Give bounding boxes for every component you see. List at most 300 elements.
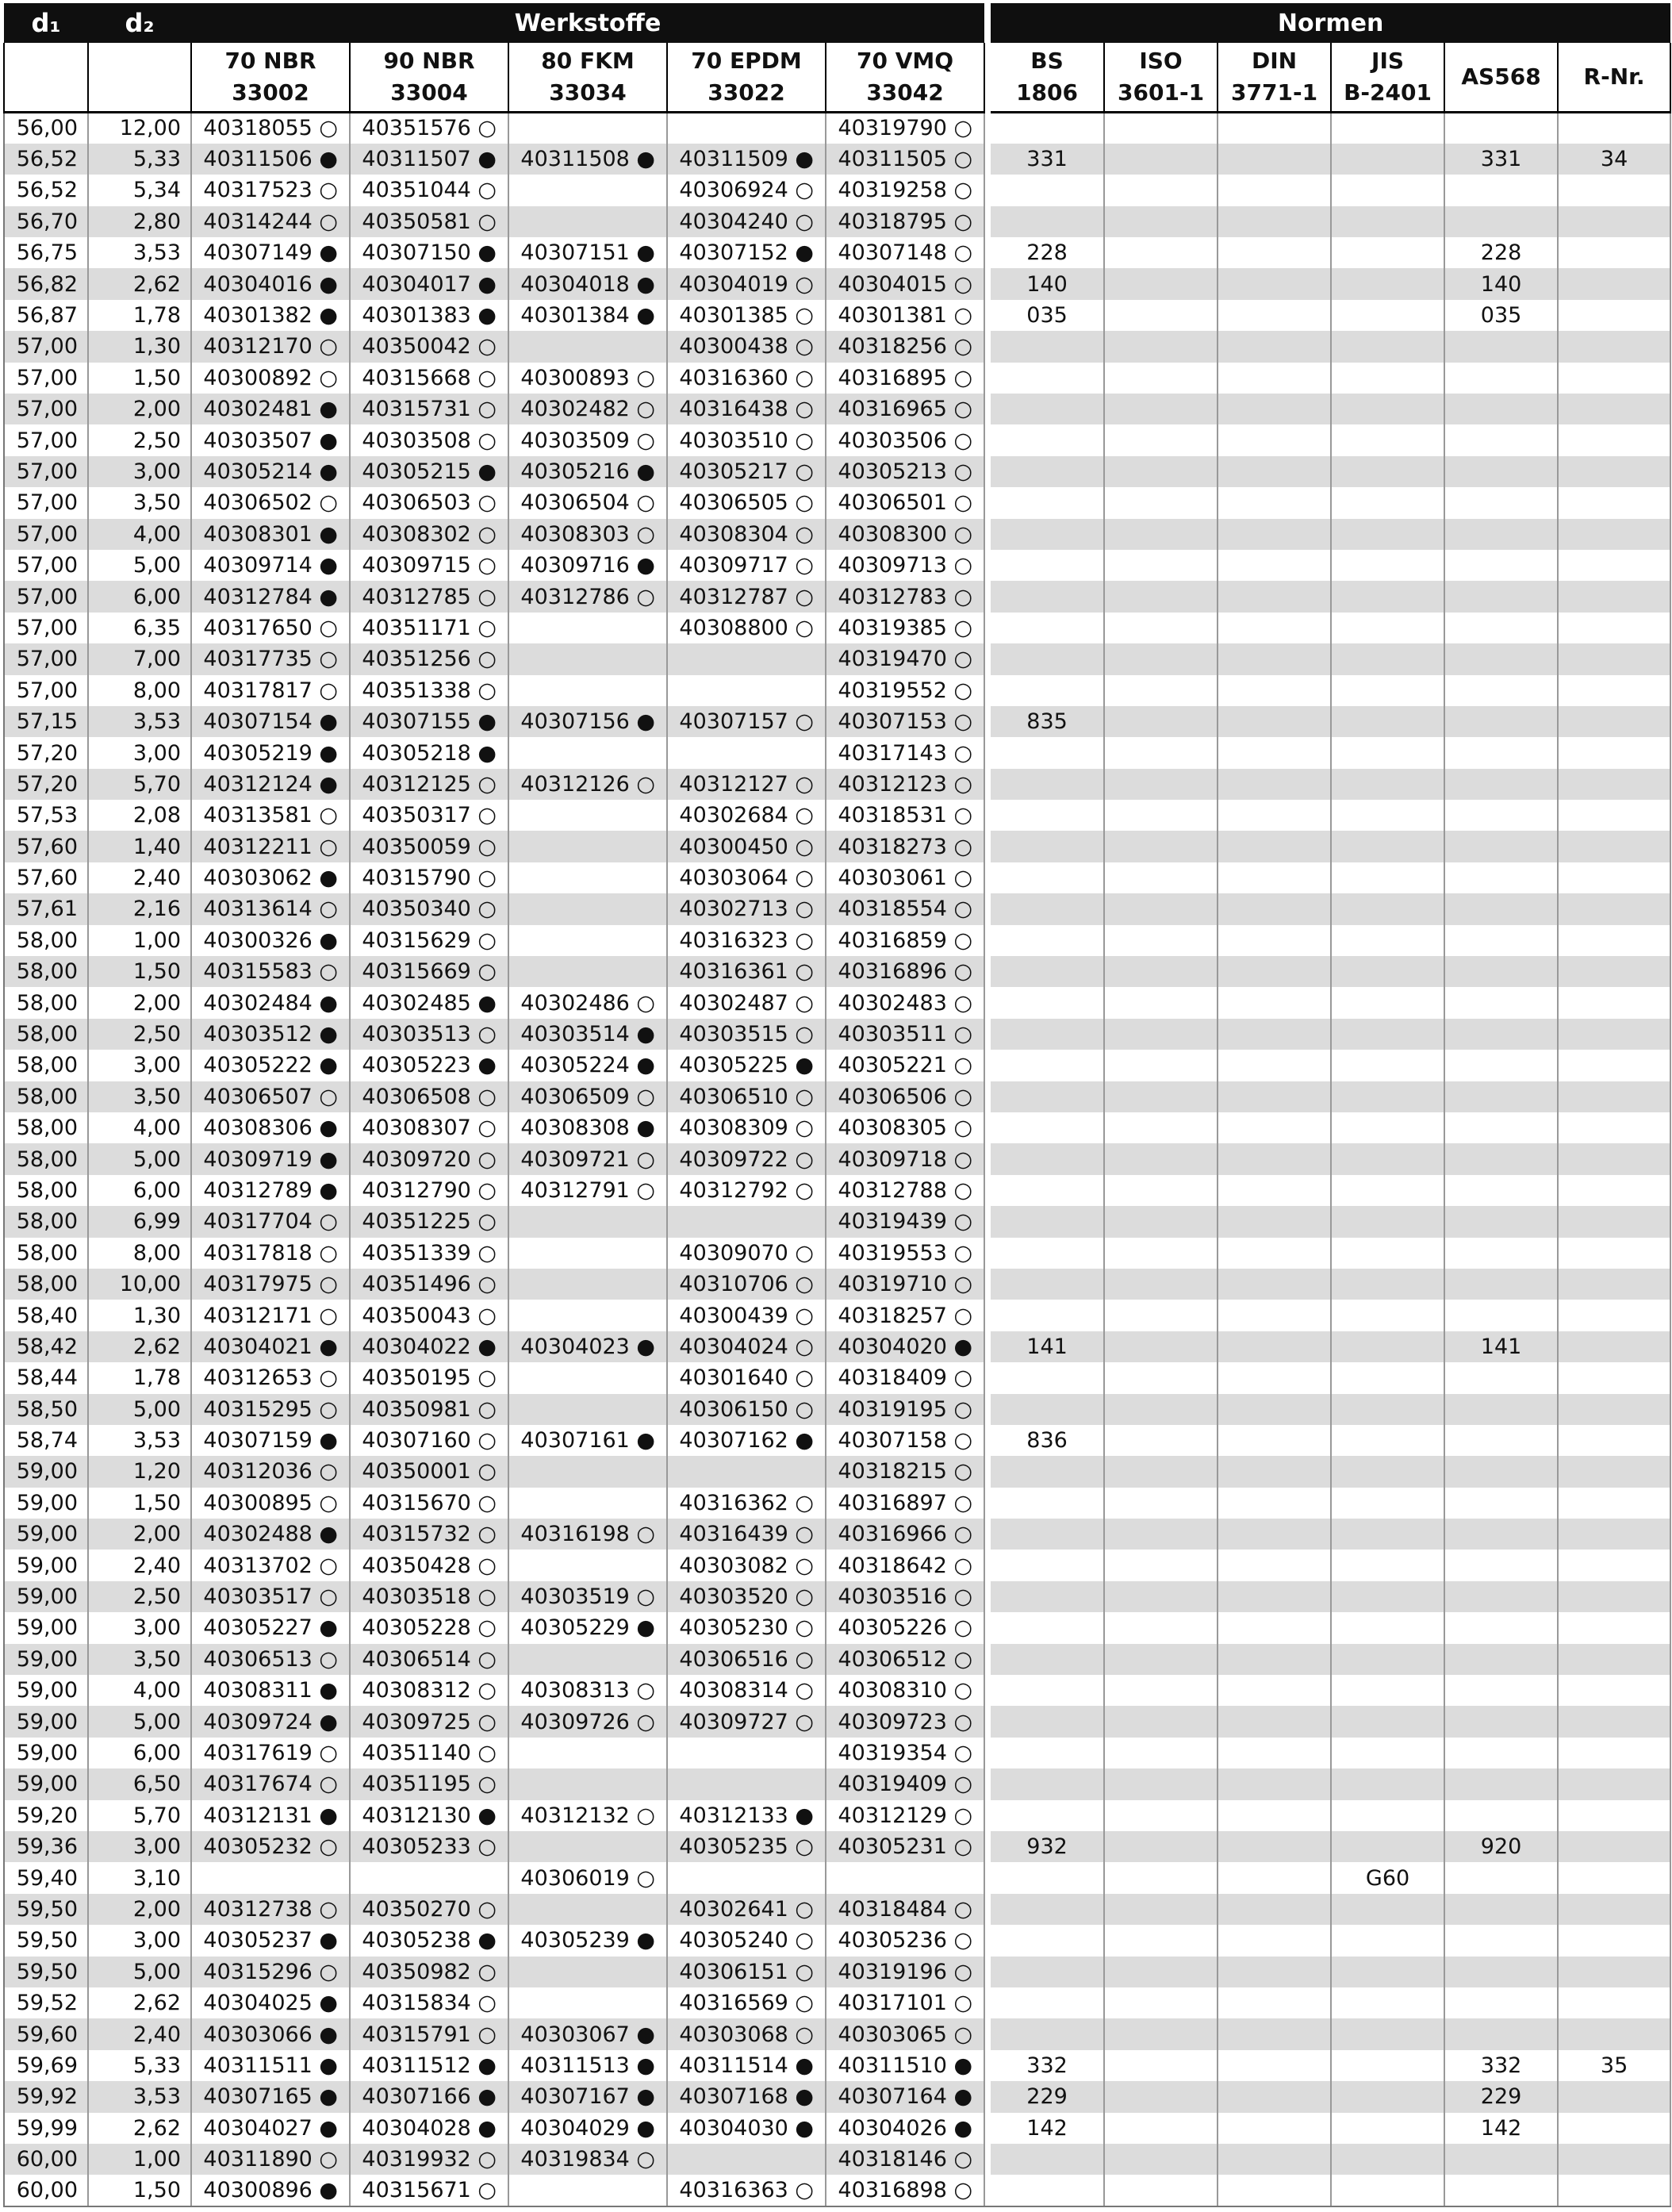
standard-cell	[1104, 987, 1218, 1018]
standard-cell	[1331, 1706, 1444, 1737]
article-number-cell: 40316896 ○	[826, 956, 984, 987]
standard-cell	[1558, 1143, 1670, 1174]
standard-cell	[991, 1019, 1104, 1050]
article-number-cell: 40303515 ○	[667, 1019, 826, 1050]
table-row	[4, 2081, 1670, 2112]
article-number-cell: 40319790 ○	[826, 113, 984, 144]
standard-cell	[1218, 1831, 1331, 1862]
article-number-cell: 40308312 ○	[350, 1675, 508, 1706]
d2-cell: 2,50	[88, 1581, 191, 1612]
article-number-cell: 40302483 ○	[826, 987, 984, 1018]
article-number-cell	[508, 206, 667, 237]
article-number-cell	[508, 1300, 667, 1331]
article-number-cell: 40350428 ○	[350, 1550, 508, 1580]
article-number-cell: 40303507 ●	[191, 424, 350, 455]
article-number-cell: 40315671 ○	[350, 2175, 508, 2206]
article-number-cell: 40316363 ○	[667, 2175, 826, 2206]
article-number-cell: 40303509 ○	[508, 424, 667, 455]
table-row	[4, 206, 1670, 237]
article-number-cell: 40306503 ○	[350, 487, 508, 518]
row-gap	[984, 2018, 991, 2049]
article-number-cell: 40306924 ○	[667, 175, 826, 205]
d2-cell: 1,78	[88, 300, 191, 331]
article-number-cell: 40315834 ○	[350, 1987, 508, 2018]
standard-cell	[1218, 2018, 1331, 2049]
article-number-cell: 40317619 ○	[191, 1738, 350, 1768]
row-gap	[984, 1488, 991, 1519]
d2-cell: 2,40	[88, 2018, 191, 2049]
standard-cell	[1104, 1019, 1218, 1050]
standard-cell	[1218, 831, 1331, 862]
standard-cell	[1444, 1081, 1558, 1112]
standard-cell	[1558, 1081, 1670, 1112]
standard-cell	[1218, 1238, 1331, 1269]
standard-cell	[1331, 831, 1444, 862]
standard-cell: 920	[1444, 1831, 1558, 1862]
standard-cell	[1218, 2144, 1331, 2175]
article-number-cell: 40300438 ○	[667, 331, 826, 362]
article-number-cell: 40307150 ●	[350, 237, 508, 268]
article-number-cell: 40303519 ○	[508, 1581, 667, 1612]
article-number-cell: 40304024 ○	[667, 1331, 826, 1362]
d1-cell: 58,00	[4, 1112, 88, 1143]
article-number-cell: 40304020 ●	[826, 1331, 984, 1362]
article-number-cell	[508, 1957, 667, 1987]
standard-cell	[1218, 1331, 1331, 1362]
standard-cell	[1331, 519, 1444, 550]
article-number-cell	[826, 1862, 984, 1893]
article-number-cell: 40312171 ○	[191, 1300, 350, 1331]
article-number-cell: 40350043 ○	[350, 1300, 508, 1331]
standard-cell	[1218, 2050, 1331, 2081]
article-number-cell: 40315790 ○	[350, 862, 508, 893]
table-row	[4, 1112, 1670, 1143]
d1-cell: 59,99	[4, 2113, 88, 2144]
article-number-cell	[508, 1394, 667, 1425]
table-row	[4, 1206, 1670, 1237]
article-number-cell	[667, 1206, 826, 1237]
article-number-cell: 40309715 ○	[350, 550, 508, 581]
standard-cell	[1558, 363, 1670, 394]
article-number-cell: 40304018 ●	[508, 268, 667, 299]
table-row	[4, 1269, 1670, 1300]
row-gap	[984, 519, 991, 550]
standard-cell	[991, 831, 1104, 862]
article-number-cell: 40308313 ○	[508, 1675, 667, 1706]
standard-cell	[1218, 2113, 1331, 2144]
d2-cell: 1,40	[88, 831, 191, 862]
standard-cell	[991, 1612, 1104, 1643]
article-number-cell: 40350059 ○	[350, 831, 508, 862]
article-number-cell: 40305235 ○	[667, 1831, 826, 1862]
standard-cell	[1331, 1425, 1444, 1456]
d1-subheader	[4, 43, 88, 113]
article-number-cell: 40304015 ○	[826, 268, 984, 299]
standard-cell	[1558, 456, 1670, 487]
standard-cell	[1444, 2175, 1558, 2206]
standard-cell	[1331, 144, 1444, 175]
standard-cell	[1218, 1019, 1331, 1050]
standard-cell	[1558, 550, 1670, 581]
article-number-cell: 40306150 ○	[667, 1394, 826, 1425]
table-row	[4, 737, 1670, 768]
standard-cell	[1104, 706, 1218, 737]
d1-cell: 57,00	[4, 424, 88, 455]
standard-cell	[1331, 487, 1444, 518]
d1-cell: 58,00	[4, 925, 88, 956]
article-number-cell: 40307149 ●	[191, 237, 350, 268]
standard-cell	[1444, 550, 1558, 581]
article-number-cell: 40305224 ●	[508, 1050, 667, 1081]
article-number-cell: 40309719 ●	[191, 1143, 350, 1174]
article-number-cell: 40315583 ○	[191, 956, 350, 987]
standard-cell	[1444, 1612, 1558, 1643]
standard-cell	[1558, 331, 1670, 362]
standard-cell	[1444, 581, 1558, 612]
standard-cell: 140	[1444, 268, 1558, 299]
standard-cell	[1218, 1175, 1331, 1206]
standard-cell	[1104, 331, 1218, 362]
article-number-cell	[508, 1206, 667, 1237]
d2-cell: 5,33	[88, 2050, 191, 2081]
d2-cell: 3,50	[88, 487, 191, 518]
article-number-cell: 40317143 ○	[826, 737, 984, 768]
standard-cell	[1331, 1519, 1444, 1550]
article-number-cell: 40312784 ●	[191, 581, 350, 612]
standard-cell	[1104, 1894, 1218, 1925]
d1-cell: 59,00	[4, 1675, 88, 1706]
standard-cell	[1218, 737, 1331, 768]
standard-cell	[1104, 1175, 1218, 1206]
article-number-cell: 40307159 ●	[191, 1425, 350, 1456]
article-number-cell: 40301384 ●	[508, 300, 667, 331]
d1-cell: 58,44	[4, 1362, 88, 1393]
d1-cell: 59,60	[4, 2018, 88, 2049]
standard-cell	[1218, 1612, 1331, 1643]
standard-cell	[991, 862, 1104, 893]
article-number-cell	[508, 643, 667, 674]
standard-cell	[1104, 1675, 1218, 1706]
article-number-cell	[508, 1644, 667, 1675]
standard-cell	[1331, 675, 1444, 706]
standard-cell	[1218, 550, 1331, 581]
article-number-cell: 40312783 ○	[826, 581, 984, 612]
standard-cell: 332	[991, 2050, 1104, 2081]
standard-cell	[1331, 1831, 1444, 1862]
row-gap	[984, 1269, 991, 1300]
d1-cell: 59,00	[4, 1738, 88, 1768]
d1-cell: 56,75	[4, 237, 88, 268]
d2-cell: 3,53	[88, 2081, 191, 2112]
standard-cell	[1444, 1925, 1558, 1956]
standard-cell	[1444, 175, 1558, 205]
table-row	[4, 1831, 1670, 1862]
table-row	[4, 2050, 1670, 2081]
d2-cell: 6,99	[88, 1206, 191, 1237]
article-number-cell: 40302641 ○	[667, 1894, 826, 1925]
d2-cell: 8,00	[88, 1238, 191, 1269]
article-number-cell: 40318409 ○	[826, 1362, 984, 1393]
article-number-cell: 40300896 ●	[191, 2175, 350, 2206]
row-gap	[984, 1394, 991, 1425]
d2-cell: 3,50	[88, 1081, 191, 1112]
d1-cell: 58,74	[4, 1425, 88, 1456]
standard-cell	[1218, 1706, 1331, 1737]
d2-cell: 1,20	[88, 1456, 191, 1487]
standard-cell	[1104, 1800, 1218, 1831]
article-number-cell: 40312653 ○	[191, 1362, 350, 1393]
standard-cell	[1444, 1143, 1558, 1174]
article-number-cell	[350, 1862, 508, 1893]
d2-cell: 2,50	[88, 424, 191, 455]
standard-cell	[1218, 706, 1331, 737]
standard-cell	[1331, 737, 1444, 768]
standard-cell	[1218, 581, 1331, 612]
standard-cell	[1218, 675, 1331, 706]
table-row	[4, 1800, 1670, 1831]
standard-cell	[1104, 237, 1218, 268]
standard-cell	[1218, 1425, 1331, 1456]
standard-cell	[991, 987, 1104, 1018]
table-row	[4, 424, 1670, 455]
standard-cell	[1558, 1519, 1670, 1550]
table-row	[4, 456, 1670, 487]
standard-cell	[1331, 1800, 1444, 1831]
standard-cell	[1444, 737, 1558, 768]
article-number-cell: 40303513 ○	[350, 1019, 508, 1050]
article-number-cell: 40311514 ●	[667, 2050, 826, 2081]
standard-cell	[1331, 1175, 1444, 1206]
standard-cell	[1218, 1050, 1331, 1081]
article-number-cell: 40316438 ○	[667, 394, 826, 424]
d2-cell: 10,00	[88, 1269, 191, 1300]
article-number-cell: 40317735 ○	[191, 643, 350, 674]
d1-cell: 59,50	[4, 1894, 88, 1925]
article-number-cell: 40302486 ○	[508, 987, 667, 1018]
row-gap	[984, 487, 991, 518]
d1-cell: 57,20	[4, 737, 88, 768]
standard-cell	[1444, 1206, 1558, 1237]
article-number-cell: 40306501 ○	[826, 487, 984, 518]
standard-cell	[1444, 487, 1558, 518]
standard-cell: 35	[1558, 2050, 1670, 2081]
row-gap	[984, 300, 991, 331]
article-number-cell: 40312126 ○	[508, 769, 667, 800]
article-number-cell: 40302481 ●	[191, 394, 350, 424]
table-row	[4, 144, 1670, 175]
article-number-cell: 40308307 ○	[350, 1112, 508, 1143]
standard-cell	[1444, 862, 1558, 893]
table-row	[4, 550, 1670, 581]
article-number-cell: 40305223 ●	[350, 1050, 508, 1081]
article-number-cell: 40304021 ●	[191, 1331, 350, 1362]
d1-header: d₁	[4, 3, 88, 43]
standard-cell	[991, 643, 1104, 674]
standard-cell	[1218, 1862, 1331, 1893]
standard-cell	[1558, 706, 1670, 737]
article-number-cell: 40305240 ○	[667, 1925, 826, 1956]
article-number-cell: 40305227 ●	[191, 1612, 350, 1643]
standard-cell	[1331, 1300, 1444, 1331]
standard-cell: 141	[1444, 1331, 1558, 1362]
standard-cell	[1104, 456, 1218, 487]
d1-cell: 58,00	[4, 1238, 88, 1269]
row-gap	[984, 237, 991, 268]
standard-cell	[1558, 800, 1670, 831]
table-row	[4, 394, 1670, 424]
d1-cell: 59,00	[4, 1612, 88, 1643]
article-number-cell: 40307151 ●	[508, 237, 667, 268]
article-number-cell: 40317975 ○	[191, 1269, 350, 1300]
row-gap	[984, 363, 991, 394]
material-header: 70 NBR 33002	[191, 43, 350, 113]
standard-cell	[1444, 706, 1558, 737]
d1-cell: 59,00	[4, 1456, 88, 1487]
d1-cell: 57,00	[4, 394, 88, 424]
standard-cell	[1218, 1456, 1331, 1487]
standard-cell	[1331, 613, 1444, 643]
standard-cell	[1331, 987, 1444, 1018]
standard-cell	[1558, 394, 1670, 424]
d2-cell: 2,00	[88, 1519, 191, 1550]
article-number-cell: 40312786 ○	[508, 581, 667, 612]
standard-cell	[1444, 769, 1558, 800]
d2-cell: 12,00	[88, 113, 191, 144]
article-number-cell: 40303518 ○	[350, 1581, 508, 1612]
standard-cell	[1331, 862, 1444, 893]
row-gap	[984, 2081, 991, 2112]
article-number-cell: 40315629 ○	[350, 925, 508, 956]
d1-cell: 58,00	[4, 1019, 88, 1050]
standard-cell	[991, 1862, 1104, 1893]
standard-cell	[1558, 1112, 1670, 1143]
article-number-cell: 40319710 ○	[826, 1269, 984, 1300]
d1-cell: 58,00	[4, 1206, 88, 1237]
row-gap	[984, 331, 991, 362]
standard-cell	[1558, 1362, 1670, 1393]
article-number-cell: 40305215 ●	[350, 456, 508, 487]
table-row	[4, 1394, 1670, 1425]
article-number-cell: 40305218 ●	[350, 737, 508, 768]
standard-cell	[1331, 893, 1444, 924]
d1-cell: 56,87	[4, 300, 88, 331]
standard-cell	[1218, 1394, 1331, 1425]
table-row	[4, 1550, 1670, 1580]
d2-cell: 3,53	[88, 706, 191, 737]
standard-cell	[1331, 268, 1444, 299]
d1-cell: 58,50	[4, 1394, 88, 1425]
article-number-cell: 40307166 ●	[350, 2081, 508, 2112]
standard-cell	[1218, 1800, 1331, 1831]
article-number-cell: 40312789 ●	[191, 1175, 350, 1206]
article-number-cell: 40302487 ○	[667, 987, 826, 1018]
standard-cell: 229	[1444, 2081, 1558, 2112]
article-number-cell: 40350981 ○	[350, 1394, 508, 1425]
row-gap	[984, 2050, 991, 2081]
article-number-cell: 40311510 ●	[826, 2050, 984, 2081]
d2-cell: 1,00	[88, 2144, 191, 2175]
standard-cell	[1558, 519, 1670, 550]
article-number-cell: 40351256 ○	[350, 643, 508, 674]
table-row	[4, 487, 1670, 518]
article-number-cell: 40304029 ●	[508, 2113, 667, 2144]
standard-cell	[1331, 706, 1444, 737]
article-number-cell: 40316362 ○	[667, 1488, 826, 1519]
standard-cell	[1558, 893, 1670, 924]
table-row	[4, 331, 1670, 362]
standard-cell	[991, 1050, 1104, 1081]
standard-cell	[991, 1519, 1104, 1550]
article-number-cell: 40350042 ○	[350, 331, 508, 362]
standard-cell	[1218, 1675, 1331, 1706]
article-number-cell	[667, 737, 826, 768]
article-number-cell: 40318642 ○	[826, 1550, 984, 1580]
standard-cell	[1444, 1768, 1558, 1799]
table-row	[4, 268, 1670, 299]
article-number-cell: 40304022 ●	[350, 1331, 508, 1362]
table-row	[4, 175, 1670, 205]
d2-cell: 2,08	[88, 800, 191, 831]
d2-cell: 4,00	[88, 1112, 191, 1143]
standard-cell	[1331, 1768, 1444, 1799]
row-gap	[984, 424, 991, 455]
article-number-cell: 40308303 ○	[508, 519, 667, 550]
article-number-cell: 40311505 ○	[826, 144, 984, 175]
article-number-cell: 40308301 ●	[191, 519, 350, 550]
d2-cell: 1,00	[88, 925, 191, 956]
standard-cell	[1104, 1550, 1218, 1580]
standard-cell	[1218, 925, 1331, 956]
article-number-cell: 40308304 ○	[667, 519, 826, 550]
row-gap	[984, 1050, 991, 1081]
row-gap	[984, 1738, 991, 1768]
standard-cell	[991, 956, 1104, 987]
article-number-cell: 40318531 ○	[826, 800, 984, 831]
article-number-cell: 40307158 ○	[826, 1425, 984, 1456]
standard-cell	[991, 331, 1104, 362]
article-number-cell: 40303506 ○	[826, 424, 984, 455]
article-number-cell: 40307154 ●	[191, 706, 350, 737]
standard-cell	[1444, 1862, 1558, 1893]
d1-cell: 57,00	[4, 456, 88, 487]
article-number-cell	[508, 737, 667, 768]
table-row	[4, 581, 1670, 612]
article-number-cell	[667, 113, 826, 144]
table-row	[4, 1456, 1670, 1487]
standard-cell	[1444, 1894, 1558, 1925]
article-number-cell: 40303516 ○	[826, 1581, 984, 1612]
d2-cell: 6,00	[88, 1738, 191, 1768]
standard-cell	[1444, 925, 1558, 956]
standard-cell: 142	[1444, 2113, 1558, 2144]
standard-cell	[1444, 1644, 1558, 1675]
d1-cell: 59,50	[4, 1957, 88, 1987]
d1-cell: 59,40	[4, 1862, 88, 1893]
article-number-cell	[508, 1269, 667, 1300]
article-number-cell: 40307168 ●	[667, 2081, 826, 2112]
standard-cell	[1218, 1269, 1331, 1300]
table-row	[4, 1143, 1670, 1174]
standard-cell	[991, 1456, 1104, 1487]
table-row	[4, 519, 1670, 550]
row-gap	[984, 893, 991, 924]
standard-cell	[1218, 1738, 1331, 1768]
article-number-cell: 40307160 ○	[350, 1425, 508, 1456]
table-row	[4, 1175, 1670, 1206]
row-gap	[984, 1644, 991, 1675]
article-number-cell: 40316323 ○	[667, 925, 826, 956]
article-number-cell: 40318795 ○	[826, 206, 984, 237]
